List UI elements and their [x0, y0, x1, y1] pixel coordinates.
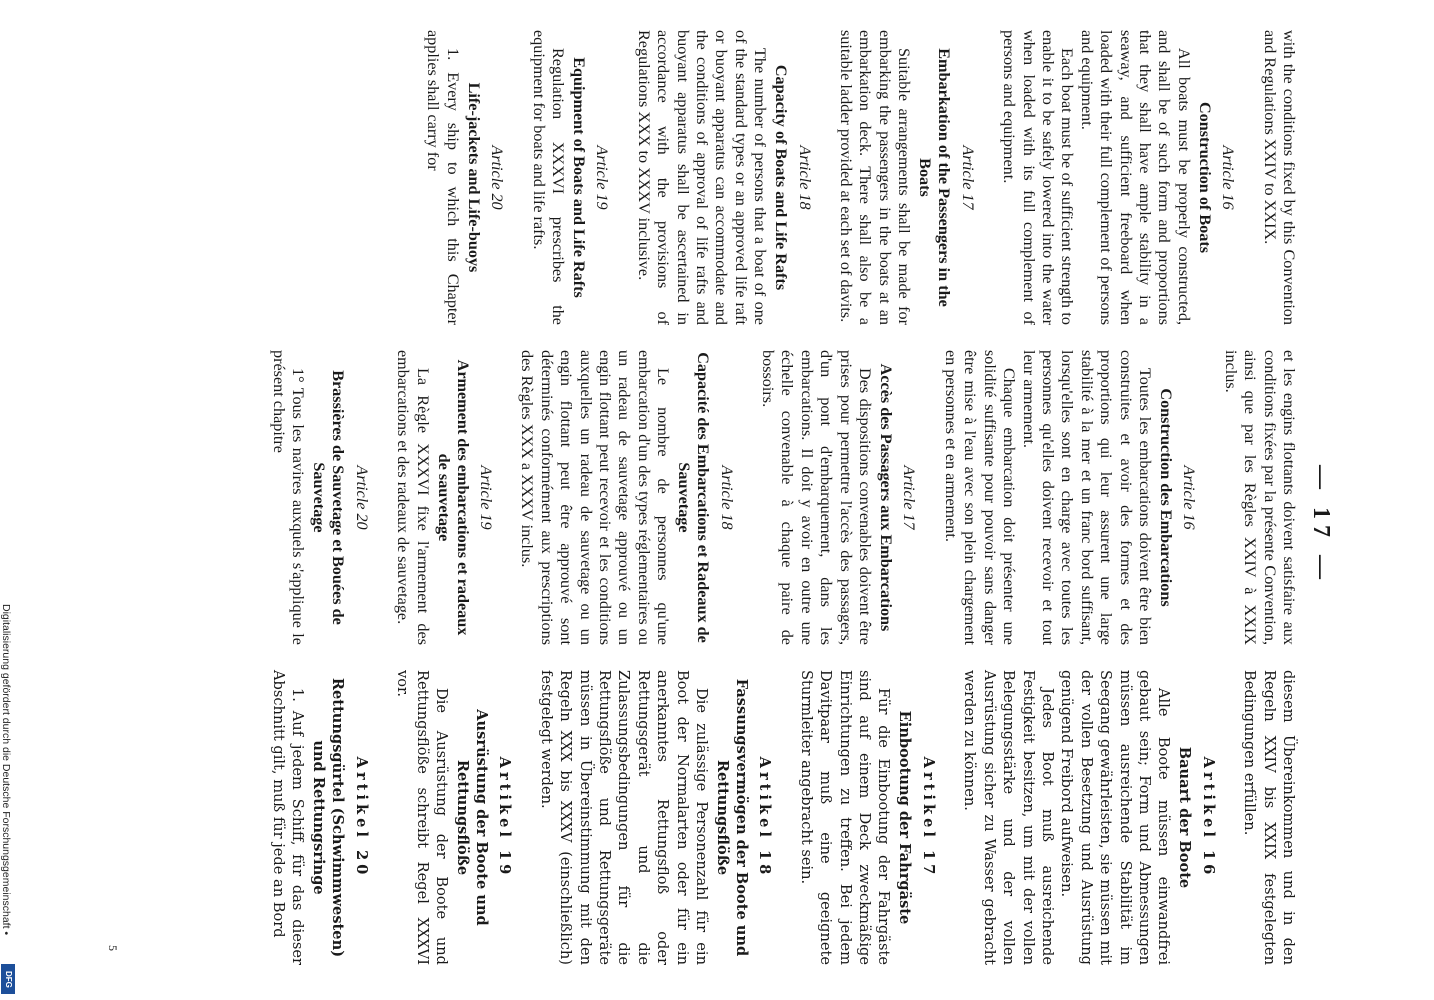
- paragraph: La Règle XXXVI fixe l'armement des embarcations et des radeaux de sauvetage.: [394, 350, 432, 645]
- dfg-logo-icon: DFG: [1, 964, 15, 994]
- article-19-label: Article 19: [477, 465, 495, 530]
- paragraph: Chaque embarcation doit présenter une solidité suffisante pour pouvoir sans danger être mise à l'eau avec son plein chargement en personnes et en armement.: [941, 350, 1019, 645]
- paragraph: Für die Einbootung der Fahrgäste sind auf einem Deck zweckmäßige Einrichtungen zu treffen. Bei jedem Davitpaar muß eine geeignete Sturmleiter angebracht sein.: [797, 670, 893, 965]
- paragraph: Toutes les embarcations doivent être bien construites et avoir des formes et des proportions qui leur assurent une large stabilité à la mer et un franc bord suffisant, lorsqu'elles sont en charge avec toutes les personnes qu'elles doivent recevoir et tout leur armement.: [1019, 350, 1154, 645]
- article-17-label: Artikel 17: [919, 756, 937, 879]
- paragraph: 1. Every ship to which this Chapter applies shall carry for: [424, 30, 462, 325]
- article-18-heading: Capacité des Embarcations et Radeaux de Sauvetage: [675, 352, 713, 643]
- article-17-heading: Embarkation of the Passengers in the Boats: [916, 48, 954, 307]
- intro-text: diesem Übereinkommen und in den Regeln XXIV bis XXIX festgelegten Bedingungen erfüllen.: [1241, 670, 1297, 965]
- article-16-label: Article 16: [1219, 145, 1238, 210]
- paragraph: Suitable arrangements shall be made for embarking the passengers in the boats at an embarkation deck. There shall also be a suitable ladder provided at each set of davits.: [837, 30, 914, 325]
- article-19-heading: Equipment of Boats and Life Rafts: [570, 57, 589, 298]
- document-page: [40, 10, 1340, 990]
- article-16-heading: Bauart der Boote: [1176, 746, 1194, 889]
- article-18-heading: Fassungsvermögen der Boote und Rettungsflöße: [714, 678, 751, 957]
- paragraph: Jedes Boot muß ausreichende Festigkeit besitzen, um mit der vollen Belegungsstärke und der vollen Ausrüstung sicher zu Wasser gebracht werden zu können.: [961, 670, 1056, 965]
- paragraph: Die Ausrüstung der Boote und Rettungsflöße schreibt Regel XXXVI vor.: [394, 670, 450, 965]
- digitization-sidebar: [0, 0, 16, 1000]
- article-16-label: Artikel 16: [1199, 756, 1217, 879]
- article-20-label: Artikel 20: [352, 756, 370, 879]
- article-18-heading: Capacity of Boats and Life Rafts: [772, 64, 791, 291]
- article-17-label: Article 17: [900, 465, 919, 530]
- column-french: [269, 350, 1298, 645]
- article-20-label: Article 20: [352, 465, 371, 530]
- article-20-label: Article 20: [488, 145, 507, 210]
- article-18-label: Article 18: [795, 145, 814, 210]
- article-16-label: Article 16: [1180, 465, 1199, 530]
- paragraph: Des dispositions convenables doivent être prises pour permettre l'accès des passagers, d'un pont d'embarquement, dans les embarcations. Il doit y avoir en outre une échelle convenable à chaque paire de bossoirs.: [759, 350, 875, 645]
- paragraph: 1. Auf jedem Schiff, für das dieser Abschnitt gilt, muß für jede an Bord: [269, 670, 307, 965]
- intro-text: et les engins flottants doivent satisfaire aux conditions fixées par la présente Convention, ainsi que par les Règles XXIV à XXIX inclus.: [1221, 350, 1298, 645]
- paragraph: The number of persons that a boat of one of the standard types or an approved life raft or buoyant apparatus can accommodate and the conditions of approval of life rafts and buoyant apparatus shall be ascertained in accordance with the provisions of Regulations XXX to XXXV inclusive.: [634, 30, 770, 325]
- intro-text: with the conditions fixed by this Convention and Regulations XXIV to XXIX.: [1260, 30, 1298, 325]
- paragraph: 1° Tous les navires auxquels s'applique le présent chapitre: [269, 350, 308, 645]
- paragraph: Alle Boote müssen einwandfrei gebaut sein; Form und Abmessungen müssen ausreichende Stabilität im Seegang gewährleisten, sie müssen mit der vollen Besetzung und Ausrüstung genügend Freibord aufweisen.: [1058, 670, 1173, 965]
- article-18-label: Artikel 18: [756, 756, 774, 879]
- footer-number: 5: [106, 945, 120, 951]
- article-20-heading: Brassières de Sauvetage et Bouées de Sauvetage: [310, 370, 348, 625]
- article-19-label: Artikel 19: [496, 756, 514, 879]
- paragraph: All boats must be properly constructed, and shall be of such form and proportions that they shall have ample stability in a seaway, and sufficient freeboard when loaded with their full complement of persons and equipment.: [1077, 30, 1193, 325]
- article-20-heading: Rettungsgürtel (Schwimmwesten) und Rettungsringe: [310, 677, 347, 958]
- article-17-heading: Einbootung der Fahrgäste: [896, 710, 914, 925]
- page-number: — 17 —: [1308, 465, 1334, 585]
- article-20-heading: Life-jackets and Life-buoys: [464, 82, 483, 273]
- article-18-label: Article 18: [717, 465, 736, 530]
- article-16-heading: Construction des Embarcations: [1156, 388, 1175, 607]
- article-19-label: Article 19: [593, 145, 612, 210]
- paragraph: Regulation XXXVI prescribes the equipment for boats and life rafts.: [529, 30, 568, 325]
- column-german: [269, 670, 1298, 965]
- article-17-heading: Accès des Passagers aux Embarcations: [877, 363, 896, 632]
- article-19-heading: Ausrüstung der Boote und Rettungsflöße: [454, 709, 490, 926]
- article-19-heading: Armement des embarcations et radeaux de sauvetage: [434, 359, 472, 636]
- paragraph: Le nombre de personnes qu'une embarcation d'un des types réglementaires ou un radeau de sauvetage approuvé ou un engin flottant peut recevoir et les conditions auxquelles un radeau de sauvetage ou un engin flottant peut être approuvé sont déterminés conformément aux prescriptions des Règles XXX a XXXV inclus.: [518, 350, 673, 645]
- article-16-heading: Construction of Boats: [1195, 101, 1214, 254]
- paragraph: Die zulässige Personenzahl für ein Boot der Normalarten oder für ein anerkanntes Rettungsfloß oder Rettungsgerät und die Zulassungsbedingungen für die Rettungsflöße und Rettungsgeräte müssen in Übereinstimmung mit den Regeln XXX bis XXXV (einschließlich) festgelegt werden.: [537, 670, 711, 965]
- article-17-label: Article 17: [958, 145, 977, 210]
- funding-credit: Digitalisierung gefördert durch die Deutsche Forschungsgemeinschaft •: [0, 604, 12, 936]
- paragraph: Each boat must be of sufficient strength to enable it to be safely lowered into the water when loaded with its full complement of persons and equipment.: [1000, 30, 1077, 325]
- column-english: [423, 30, 1298, 325]
